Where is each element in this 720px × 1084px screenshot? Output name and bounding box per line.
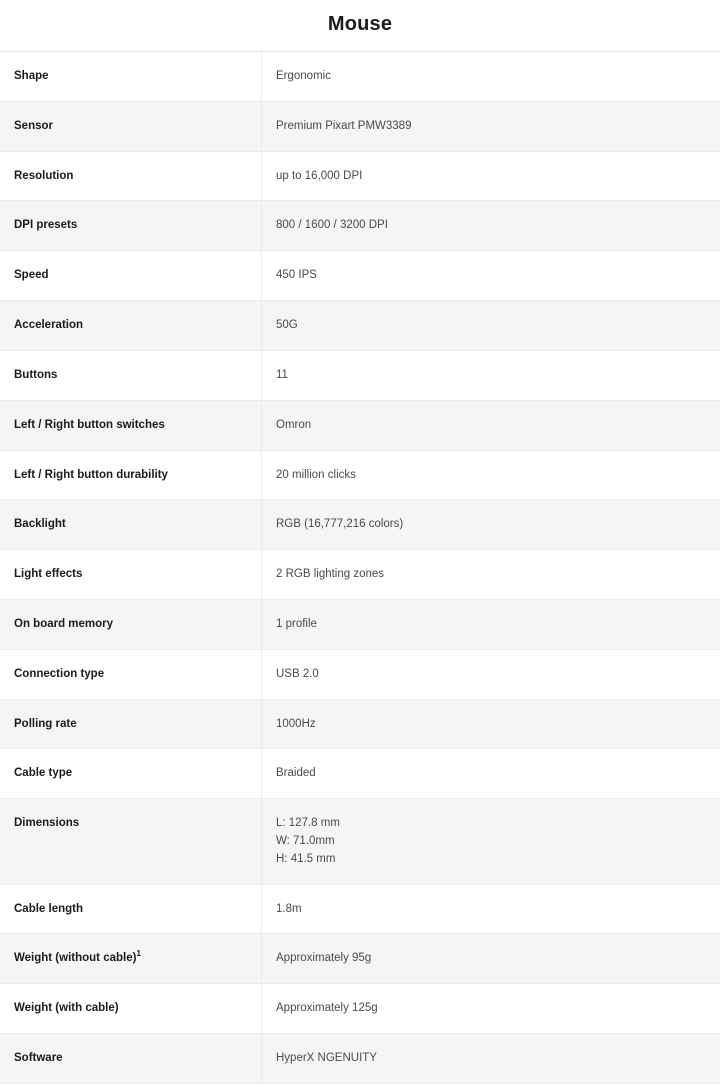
spec-value-line: 50G [276,317,706,335]
spec-label: Buttons [0,350,262,400]
spec-value [262,934,720,984]
spec-value [262,799,720,884]
spec-label: Cable type [0,749,262,799]
spec-value [262,201,720,251]
spec-value-line: Omron [276,417,706,435]
spec-value [262,649,720,699]
spec-label: Speed [0,251,262,301]
spec-value [262,500,720,550]
spec-value-line: 1 profile [276,616,706,634]
spec-label: Connection type [0,649,262,699]
page-title: Mouse [0,0,720,52]
spec-label: Left / Right button durability [0,450,262,500]
spec-value [262,251,720,301]
table-row [0,649,720,699]
spec-label: Acceleration [0,301,262,351]
spec-value-line: RGB (16,777,216 colors) [276,516,706,534]
spec-label: Light effects [0,550,262,600]
spec-label: Left / Right button switches [0,400,262,450]
spec-label: Cable length [0,884,262,934]
spec-value-line: USB 2.0 [276,666,706,684]
table-row [0,350,720,400]
spec-value-line: Braided [276,765,706,783]
table-row [0,934,720,984]
spec-label: Weight (with cable) [0,984,262,1034]
spec-value-line: 11 [276,367,706,385]
spec-value [262,749,720,799]
footnote-marker: 1 [136,950,140,959]
spec-value [262,52,720,101]
table-row [0,1034,720,1084]
spec-label: Resolution [0,151,262,201]
spec-value [262,699,720,749]
spec-value [262,151,720,201]
table-row [0,301,720,351]
spec-value-line: HyperX NGENUITY [276,1050,706,1068]
spec-label: Backlight [0,500,262,550]
spec-value-line: Approximately 95g [276,950,706,968]
spec-label: Dimensions [0,799,262,884]
table-row [0,884,720,934]
spec-label: Polling rate [0,699,262,749]
spec-value [262,884,720,934]
table-row [0,251,720,301]
spec-label: Software [0,1034,262,1084]
table-row [0,799,720,884]
specifications-table-body [0,52,720,1083]
table-row [0,400,720,450]
spec-value [262,599,720,649]
spec-value-line: H: 41.5 mm [276,851,706,869]
spec-value [262,350,720,400]
spec-value-line: L: 127.8 mm [276,815,706,833]
spec-value-line: 1.8m [276,901,706,919]
spec-value-line: 2 RGB lighting zones [276,566,706,584]
table-row [0,699,720,749]
table-row [0,450,720,500]
spec-label: On board memory [0,599,262,649]
table-row [0,749,720,799]
spec-value-line: Premium Pixart PMW3389 [276,118,706,136]
spec-value-line: 20 million clicks [276,467,706,485]
spec-value [262,101,720,151]
spec-value [262,400,720,450]
spec-value [262,301,720,351]
spec-value [262,1034,720,1084]
spec-value-line: 800 / 1600 / 3200 DPI [276,217,706,235]
spec-value-line: Ergonomic [276,68,706,86]
spec-value [262,984,720,1034]
spec-value-line: W: 71.0mm [276,833,706,851]
table-row [0,151,720,201]
spec-value-line: 450 IPS [276,267,706,285]
spec-label: Weight (without cable)$^1$ [0,934,262,984]
table-row [0,550,720,600]
table-row [0,201,720,251]
spec-value [262,450,720,500]
table-row [0,500,720,550]
table-row [0,101,720,151]
spec-label: Sensor [0,101,262,151]
table-row [0,52,720,101]
spec-label: Shape [0,52,262,101]
spec-value-line: up to 16,000 DPI [276,168,706,186]
specifications-table [0,52,720,1084]
table-row [0,984,720,1034]
spec-value-line: Approximately 125g [276,1000,706,1018]
spec-value [262,550,720,600]
spec-label: DPI presets [0,201,262,251]
spec-value-line: 1000Hz [276,716,706,734]
table-row [0,599,720,649]
